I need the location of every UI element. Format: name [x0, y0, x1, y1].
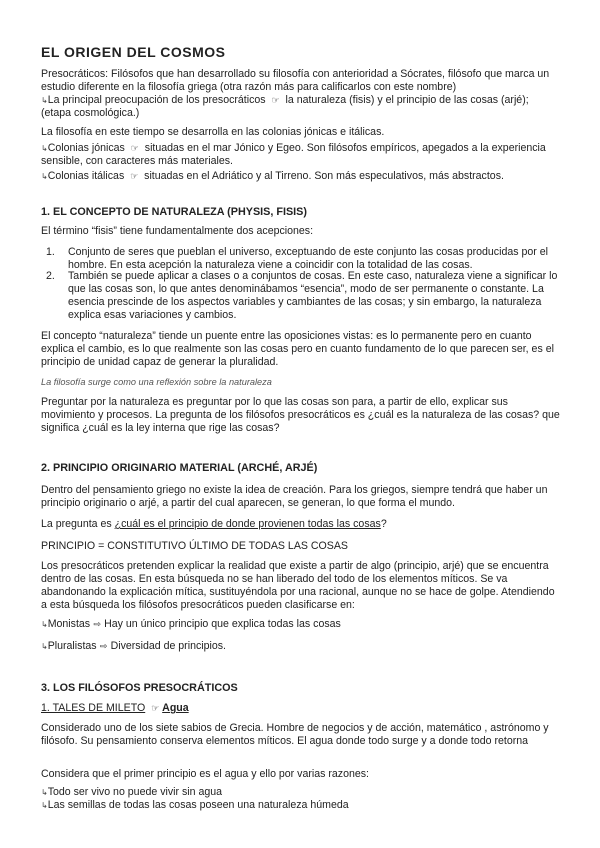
search-paragraph: Los presocráticos pretenden explicar la realidad que existe a partir de algo (principio, arjé) que se encuentra dentro de las cosas. En esta búsqueda no se han liberado del todo de los elementos míticos. Se va abandonando la explicación mítica, sustituyéndola por una racional, aunque no se hace de golpe. Atendiendo a esta búsqueda los filósofos presocráticos pueden clasificarse en:: [41, 560, 555, 611]
intro-preoccupation: ↳La principal preocupación de los presocráticos ☞ la naturaleza (fisis) y el principio de las cosas (arjé); (etapa cosmológica.): [41, 94, 529, 119]
pointing-hand-icon: ☞: [151, 703, 160, 713]
corner-arrow-icon: ↳: [41, 642, 48, 651]
right-arrow-icon: ⇨: [93, 619, 101, 629]
pointing-hand-icon: ☞: [271, 95, 280, 105]
main-question: La pregunta es ¿cuál es el principio de donde provienen todas las cosas?: [41, 518, 387, 530]
concept-paragraph: El concepto “naturaleza” tiende un puente entre las oposiciones vistas: es lo permanente pero en cuanto explica el cambio, es lo que realmente son las cosas pero en cuanto fundamento de lo que parecen ser, es el principio de unidad capaz de generar la pluralidad.: [41, 330, 554, 368]
corner-arrow-icon: ↳: [41, 620, 48, 629]
document-title: EL ORIGEN DEL COSMOS: [41, 44, 226, 60]
reason-item: ↳Las semillas de todas las cosas poseen una naturaleza húmeda: [41, 799, 349, 811]
corner-arrow-icon: ↳: [41, 96, 48, 105]
numbered-item-2: [46, 270, 560, 322]
corner-arrow-icon: ↳: [41, 172, 48, 181]
item-number: 2.: [46, 270, 55, 282]
corner-arrow-icon: ↳: [41, 144, 48, 153]
pointing-hand-icon: ☞: [130, 171, 139, 181]
monistas-item: ↳Monistas ⇨ Hay un único principio que explica todas las cosas: [41, 618, 341, 630]
right-arrow-icon: ⇨: [99, 641, 108, 651]
colonies-paragraph: La filosofía en este tiempo se desarrolla en las colonias jónicas e itálicas.: [41, 126, 385, 138]
section1-lead: El término “fisis” tiene fundamentalmente dos acepciones:: [41, 225, 314, 237]
numbered-item-1: [46, 246, 560, 272]
item-number: 1.: [46, 246, 55, 258]
ionian-colonies-item: ↳Colonias jónicas ☞ situadas en el mar Jónico y Egeo. Son filósofos empíricos, apegados a la experiencia sensible, con caracteres más materiales.: [41, 142, 546, 167]
principle-definition: PRINCIPIO = CONSTITUTIVO ÚLTIMO DE TODAS LAS COSAS: [41, 540, 348, 552]
item-text: Conjunto de seres que pueblan el universo, exceptuando de este conjunto las cosas producidas por el hombre. En esta acepción la naturaleza viene a coincidir con la totalidad de las cosas.: [68, 246, 548, 271]
reason-item: ↳Todo ser vivo no puede vivir sin agua: [41, 786, 223, 798]
tales-subheading: 1. TALES DE MILETO ☞ Agua: [41, 702, 189, 714]
reasons-lead: Considera que el primer principio es el agua y ello por varias razones:: [41, 768, 369, 780]
item-text: También se puede aplicar a clases o a conjuntos de cosas. En este caso, naturaleza viene a significar lo que las cosas son, lo que antes denominábamos “esencia”, modo de ser permanente o constante. La esencia prescinde de los aspectos variables y cambiantes de las cosas; y sin embargo, la naturaleza explica esas variaciones y cambios.: [68, 270, 558, 321]
italic-note: La filosofía surge como una reflexión sobre la naturaleza: [41, 377, 272, 387]
corner-arrow-icon: ↳: [41, 801, 48, 810]
section-heading-presocraticos: 3. LOS FILÓSOFOS PRESOCRÁTICOS: [41, 682, 238, 694]
section-heading-naturaleza: 1. EL CONCEPTO DE NATURALEZA (PHYSIS, FISIS): [41, 206, 307, 218]
pointing-hand-icon: ☞: [130, 143, 139, 153]
corner-arrow-icon: ↳: [41, 788, 48, 797]
creation-paragraph: Dentro del pensamiento griego no existe la idea de creación. Para los griegos, siempre tendrá que haber un principio originario o arjé, a partir del cual aparecen, se generan, lo que forma el mundo.: [41, 484, 548, 509]
italic-colonies-item: ↳Colonias itálicas ☞ situadas en el Adriático y al Tirreno. Son más especulativos, más abstractos.: [41, 170, 504, 182]
pluralistas-item: ↳Pluralistas ⇨ Diversidad de principios.: [41, 640, 226, 652]
section-heading-principio: 2. PRINCIPIO ORIGINARIO MATERIAL (ARCHÉ, ARJÉ): [41, 462, 318, 474]
question-paragraph: Preguntar por la naturaleza es preguntar por lo que las cosas son para, a partir de ello, explicar sus movimiento y procesos. La pregunta de los filósofos presocráticos es ¿cuál es la naturaleza de las cosas? que significa ¿cuál es la ley interna que rige las cosas?: [41, 396, 560, 434]
tales-paragraph: Considerado uno de los siete sabios de Grecia. Hombre de negocios y de acción, matemático , astrónomo y filósofo. Su pensamiento conserva elementos míticos. El agua donde todo surge y a donde todo retorna: [41, 722, 549, 747]
intro-paragraph: Presocráticos: Filósofos que han desarrollado su filosofía con anterioridad a Sócrates, filósofo que marca un estudio diferente en la filosofía griega (otra razón más para calificarlos con este nombre): [41, 68, 550, 93]
